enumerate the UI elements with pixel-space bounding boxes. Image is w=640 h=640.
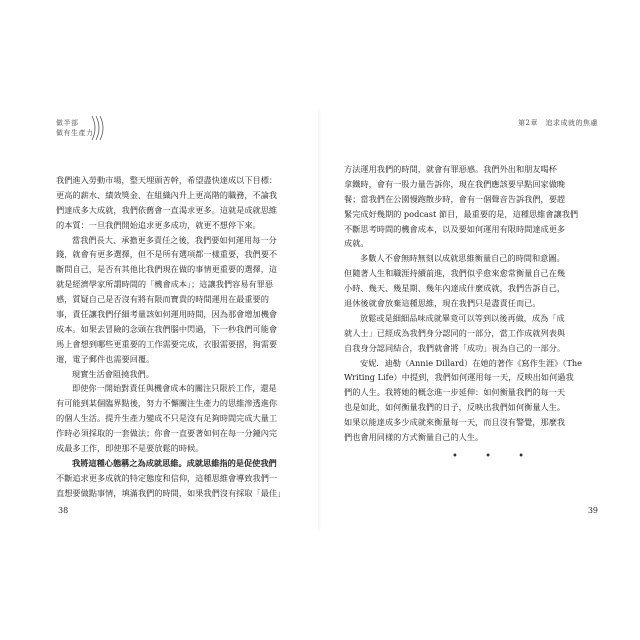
text-line: 拿鐵時，會有一股力量告訴你，現在我們應該要早點回家做晚 xyxy=(344,178,566,189)
text-line: 作時必須採取的一套做法；你會一直要著如何在每一分鐘內完 xyxy=(56,428,278,439)
text-line: 錢，就會有更多選擇，但不是所有選項都一樣重要，我們要不 xyxy=(56,249,278,260)
left-body-text xyxy=(56,173,308,501)
right-body-text xyxy=(344,162,596,445)
text-line: 當我們長大、承擔更多責任之後，我們要如何運用每一分 xyxy=(72,234,277,245)
right-running-head: 第2章 追求成就的焦慮 xyxy=(518,119,598,127)
text-line: 現實生活會阻撓我們。 xyxy=(72,368,154,379)
text-line: 成就。 xyxy=(344,238,369,249)
text-line: 感，質疑自己是否沒有將有限而寶貴的時間運用在最重要的 xyxy=(56,294,269,305)
text-line: 放鬆或是細細品味成就畢竟可以等到以後再做，成為「成 xyxy=(360,312,565,323)
text-line: 事，責任讓我們仔細考量該如何運用時間，因為那會增加機會 xyxy=(56,309,278,320)
text-line: Writing Life）中提到，我們如何運用每一天，反映出如何過我 xyxy=(344,372,574,383)
text-line: 有可能到某個臨界點後，努力不懈關注生產力的思維滲透進你 xyxy=(56,398,278,409)
text-line: 但隨著人生和職涯持續前進，我們似乎愈來愈常衡量自己在幾 xyxy=(344,268,566,279)
text-line: 就是經濟學家所謂時間的「機會成本」；這讓我們容易有罪惡 xyxy=(56,279,273,290)
text-line: 自我身分認同結合，我們就會將「成功」視為自己的一部分。 xyxy=(344,342,566,353)
text-line: 多數人不會無時無刻以成就思維衡量自己的時間和意圖。 xyxy=(360,253,565,264)
text-line: 就人士」已經成為我們身分認同的一部分，當工作成就列表與 xyxy=(344,327,566,338)
running-head-line2: 做有生產力 xyxy=(56,129,94,137)
text-line: 我們進入勞動市場，整天埋頭苦幹，希望盡快達成以下目標： xyxy=(56,175,278,185)
text-line: 的本質：一旦我們開始追求更多成功，就更不想停下來。 xyxy=(56,219,261,230)
left-page xyxy=(46,118,314,528)
right-page-number: 39 xyxy=(587,506,598,515)
text-line: 不斷追求更多成就的特定態度和信仰，這種思維會導致我們一 xyxy=(56,472,278,483)
left-running-head xyxy=(56,118,94,138)
section-separator: • • • xyxy=(452,451,537,462)
text-line: 成本。如果去冒險的念頭在我們腦中閃過，下一秒我們可能會 xyxy=(56,323,278,334)
text-line: 安妮．迪勒（Annie Dillard）在她的著作《寫作生涯》（The xyxy=(360,357,583,368)
text-line: 成最多工作，即使那不是要放鬆的時候。 xyxy=(56,443,204,454)
text-line: 緊完成好幾期的 podcast 節目，最重要的是，這種思維會讓我們 xyxy=(344,208,579,219)
text-line: 也是如此，如何衡量我們的日子，反映出我們如何衡量人生。 xyxy=(344,402,566,413)
text-line: 退休後就會放棄這種思維，現在我們只是盡責任而已。 xyxy=(344,298,541,309)
text-line: 即使你一開始對責任與機會成本的關注只限於工作，還是 xyxy=(72,383,277,394)
text-line: 餐；當我們在公園慢跑散步時，會有一個聲音告訴我們，要趕 xyxy=(344,193,566,204)
decorative-arcs-icon xyxy=(90,114,106,142)
text-line: 方法運用我們的時間，就會有罪惡感。我們外出和朋友喝杯 xyxy=(344,164,557,174)
left-page-number: 38 xyxy=(58,506,69,515)
text-line: 們也會用同樣的方式衡量自己的人生。 xyxy=(344,432,484,443)
text-line: 們的人生。我將她的概念進一步延伸：如何衡量我們的每一天 xyxy=(344,387,566,398)
text-line: 遛，電子郵件也需要回覆。 xyxy=(56,353,155,364)
text-line: 直想要做點事情，填滿我們的時間，如果我們沒有採取「最佳」 xyxy=(56,487,286,498)
text-line: 馬上會想到哪些更重要的工作需要完成，衣服需要摺，狗需要 xyxy=(56,338,278,349)
book-gutter xyxy=(318,110,322,530)
right-page xyxy=(334,118,602,528)
text-line: 我將這種心態稱之為成就思維。成就思維指的是促使我們 xyxy=(72,457,277,468)
text-line: 斷問自己，是否有其他比我們現在做的事情更重要的選擇，這 xyxy=(56,264,278,275)
text-line: 小時、幾天、幾星期、幾年內達成什麼成就，我們告訴自己， xyxy=(344,283,566,294)
text-line: 的個人生活。提升生產力變成不只是沒有足夠時間完成大量工 xyxy=(56,413,278,424)
text-line: 更高的薪水、績效獎金、在組織內升上更高階的職務，不論我 xyxy=(56,189,278,200)
text-line: 不斷思考時間的機會成本，以及要如何運用有限時間達成更多 xyxy=(344,223,566,234)
running-head-line1: 做半部 xyxy=(56,119,79,127)
text-line: 如果以能達成多少成就來衡量每一天，而且沒有警覺，那麼我 xyxy=(344,417,566,428)
text-line: 們達成多大成就，我們依舊會一直渴求更多。這就是成就思維 xyxy=(56,204,278,215)
